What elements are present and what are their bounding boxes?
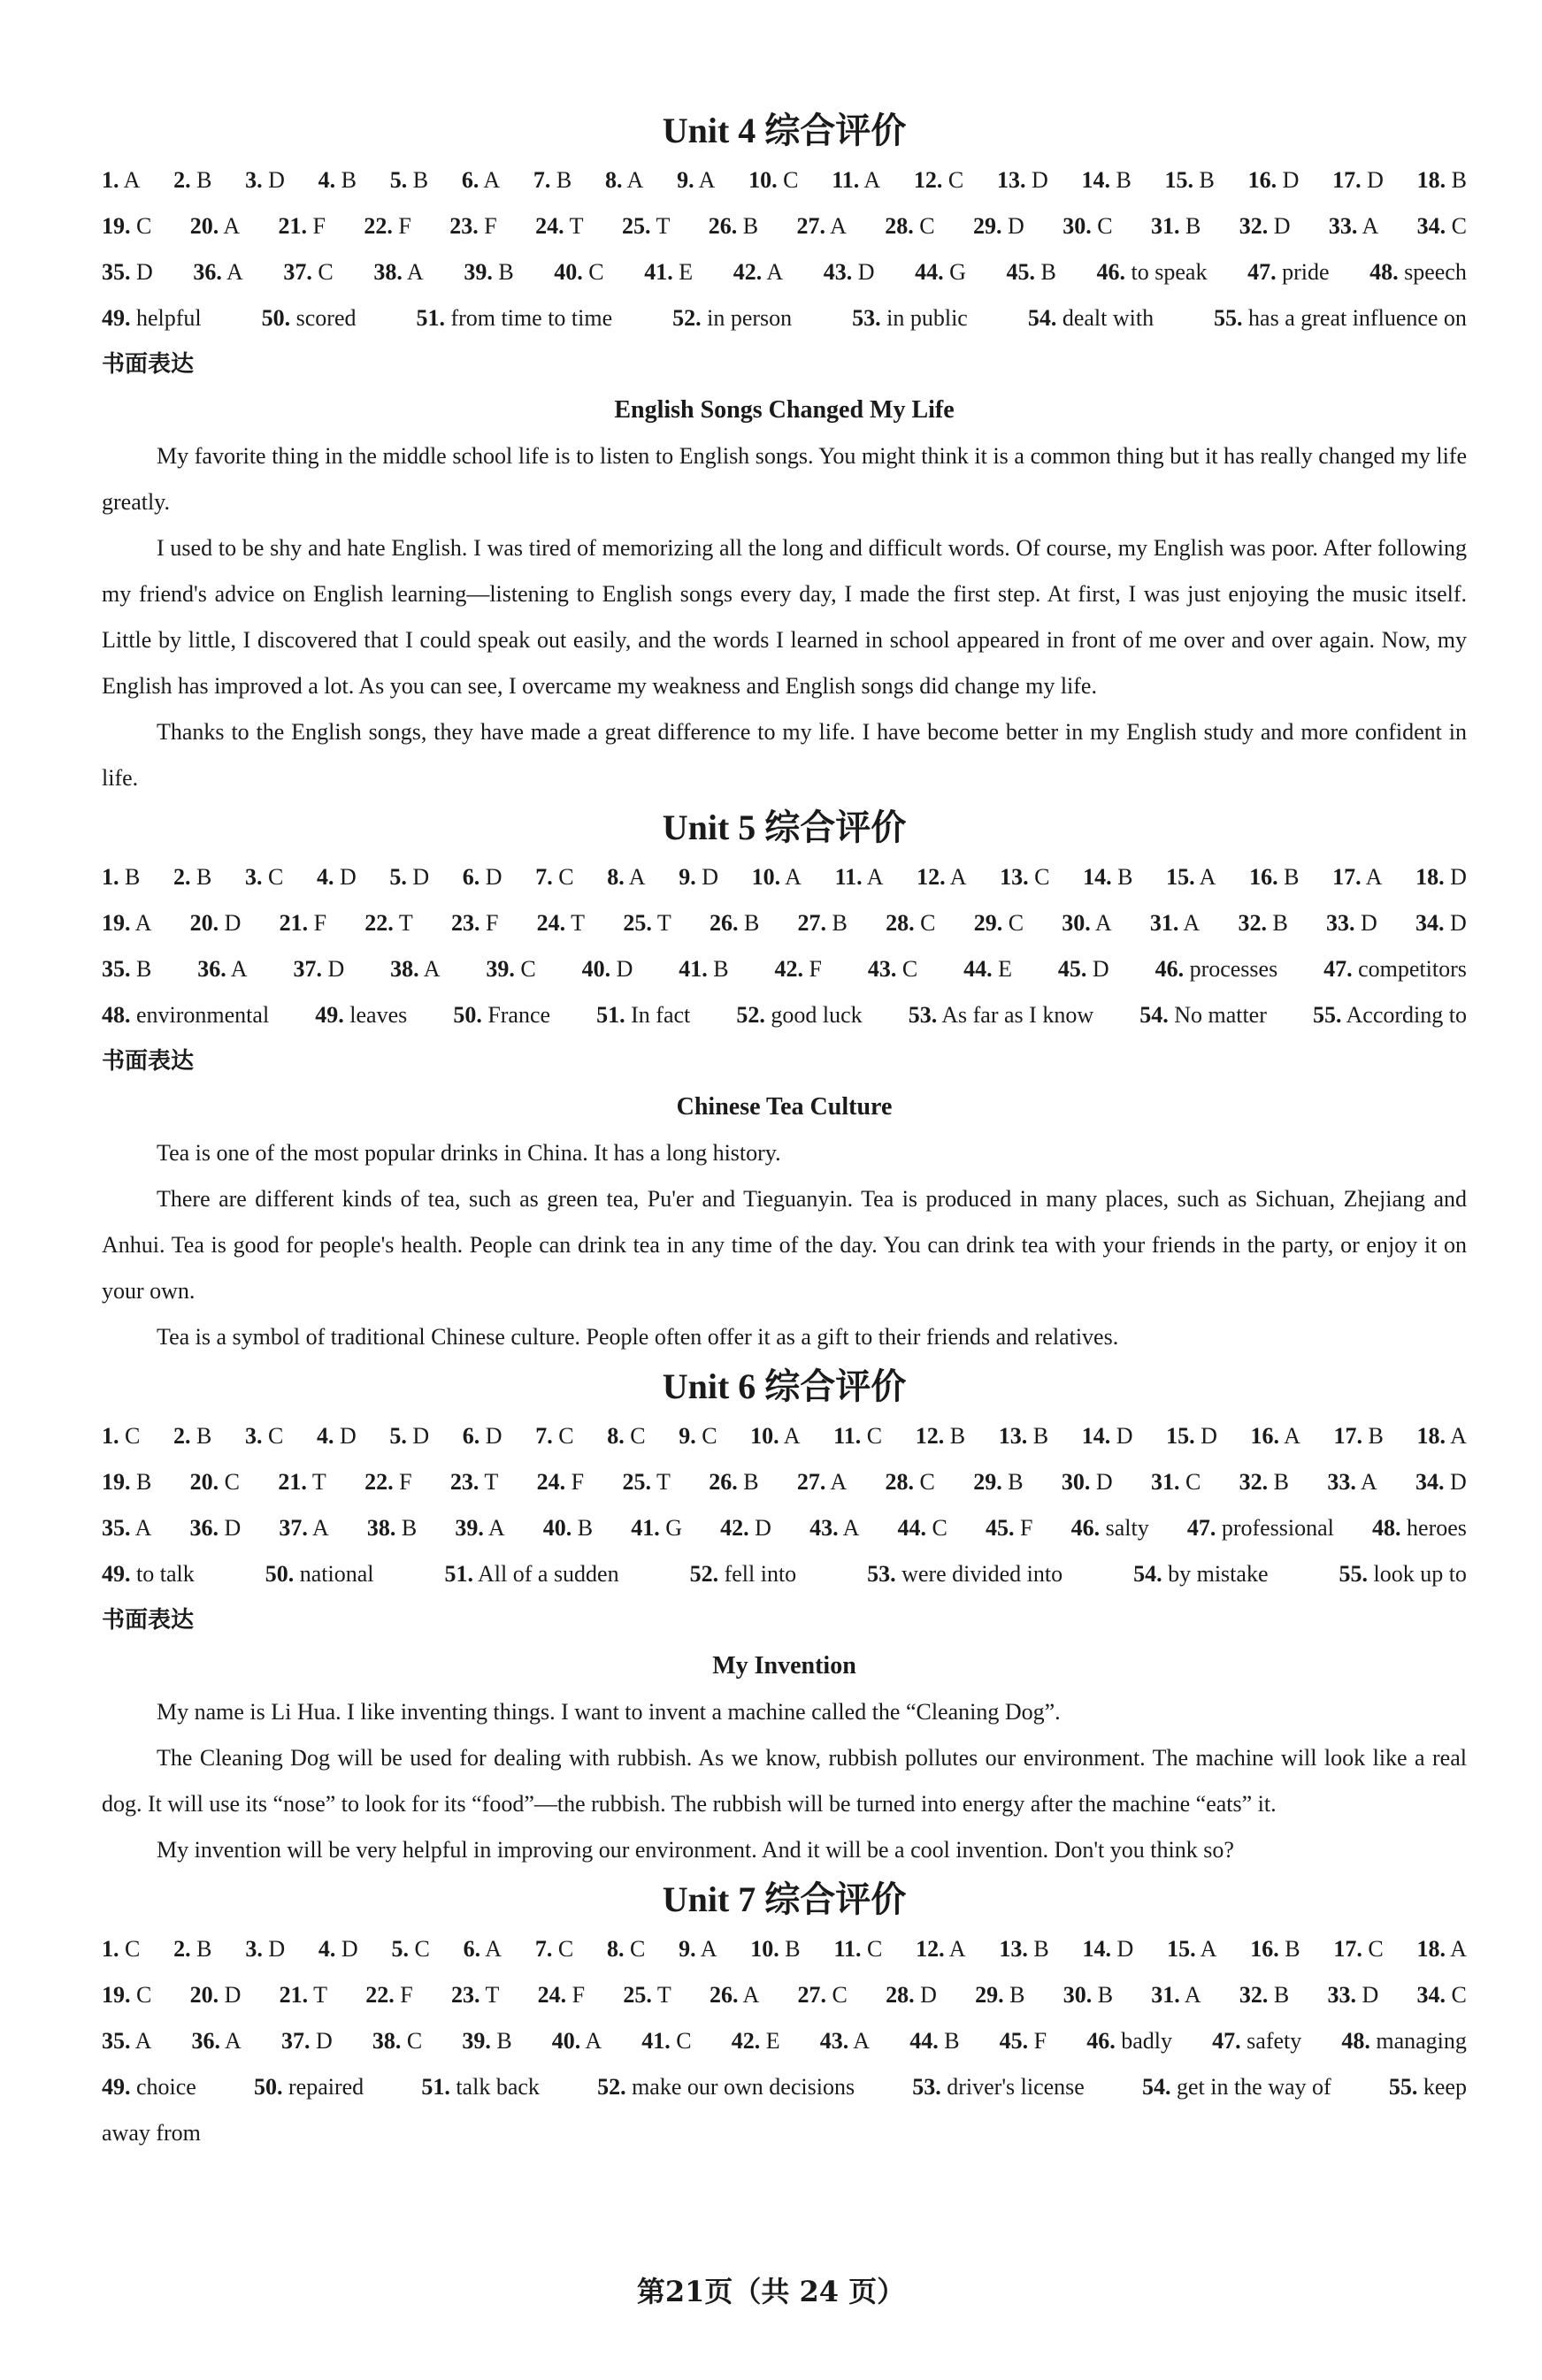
answer-item: 16. B — [1250, 1936, 1300, 1962]
answer-item: 30. D — [1061, 1469, 1113, 1495]
answer-item: 43. A — [819, 2028, 871, 2054]
answer-item: 51. talk back — [421, 2074, 540, 2100]
answer-item: 19. C — [102, 213, 152, 239]
answer-item: 11. C — [833, 1423, 883, 1449]
answer-list — [102, 1413, 1467, 1597]
answer-item: 20. A — [189, 213, 241, 239]
answer-item: 36. A — [191, 2028, 242, 2054]
answer-item: 23. T — [450, 1982, 500, 2008]
answer-item: 24. T — [535, 213, 584, 239]
answer-item: 21. F — [278, 213, 326, 239]
answer-item: 10. B — [750, 1936, 801, 1962]
answer-item: 11. C — [833, 1936, 883, 1962]
answer-item: 41. C — [641, 2028, 692, 2054]
answer-item: 31. A — [1149, 910, 1201, 936]
section-label: 书面表达 — [102, 1048, 195, 1075]
answer-item: 8. A — [604, 167, 644, 193]
answer-item: 9. C — [679, 1423, 717, 1449]
answer-item: 38. C — [372, 2028, 423, 2054]
answer-item: 18. A — [1416, 1423, 1467, 1449]
answer-item: 22. T — [364, 910, 413, 936]
answer-item: 15. D — [1166, 1423, 1217, 1449]
answer-item: 34. C — [1416, 1982, 1467, 2008]
answer-item: 27. A — [796, 1469, 848, 1495]
answer-item: 12. A — [917, 864, 967, 890]
answer-item: 32. D — [1239, 213, 1291, 239]
answer-item: 47. safety — [1212, 2028, 1302, 2054]
answer-item: 13. B — [999, 1936, 1049, 1962]
answer-item: 15. A — [1167, 1936, 1217, 1962]
answer-line — [102, 157, 1467, 203]
answer-item: 43. C — [867, 956, 918, 982]
answer-item: 1. B — [102, 864, 141, 890]
answer-item: 6. A — [461, 167, 501, 193]
answer-item: 16. D — [1247, 167, 1300, 193]
section-label: 书面表达 — [102, 351, 195, 378]
answer-item: 35. A — [102, 1515, 152, 1541]
answer-item: 3. C — [244, 1423, 284, 1449]
answer-item: 10. A — [750, 1423, 801, 1449]
essay-paragraph: My favorite thing in the middle school life is to listen to English songs. You might think it is a common thing but it has really changed my life greatly. — [102, 443, 1467, 515]
answer-item: 40. D — [581, 956, 633, 982]
page-number: 第21页（共 24 页） — [636, 2275, 906, 2308]
answer-item: 42. D — [720, 1515, 771, 1541]
answer-item: 54. No matter — [1139, 1002, 1267, 1028]
answer-list — [102, 1926, 1467, 2156]
answer-item: 36. A — [193, 259, 243, 285]
answer-item: 27. B — [797, 910, 848, 936]
answer-item: 6. D — [462, 1423, 502, 1449]
answer-item: 36. A — [197, 956, 248, 982]
answer-item: 30. A — [1062, 910, 1112, 936]
answer-item: 37. D — [293, 956, 345, 982]
answer-item: 21. F — [279, 910, 327, 936]
answer-item: 24. F — [537, 1982, 586, 2008]
answer-item: 37. A — [279, 1515, 329, 1541]
answer-item: 19. C — [102, 1982, 152, 2008]
answer-item: 7. C — [535, 1423, 574, 1449]
answer-item: 53. were divided into — [867, 1561, 1063, 1587]
answer-item: 40. C — [554, 259, 604, 285]
answer-item: 5. D — [389, 864, 430, 890]
answer-list — [102, 157, 1467, 341]
answer-item: 20. D — [189, 910, 242, 936]
answer-item: 35. B — [102, 956, 152, 982]
answer-item: 38. A — [373, 259, 424, 285]
answer-item: 48. managing — [1341, 2028, 1467, 2054]
essay-paragraph: I used to be shy and hate English. I was tired of memorizing all the long and difficult words. Of course, my English was poor. After following my friend's advice on English learning—listening to English songs every day, I made the first step. At first, I was just enjoying the music itself. Little by little, I discovered that I could speak out easily, and the words I learned in school appeared in front of me over and over again. Now, my English has improved a lot. As you can see, I overcame my weakness and English songs did change my life. — [102, 535, 1467, 699]
answer-item: 29. B — [975, 1982, 1025, 2008]
answer-item: 17. B — [1333, 1423, 1384, 1449]
answer-item: 49. leaves — [315, 1002, 408, 1028]
answer-item: 14. D — [1082, 1936, 1134, 1962]
answer-item: 46. processes — [1155, 956, 1278, 982]
answer-item: 39. A — [455, 1515, 505, 1541]
answer-item: 30. B — [1063, 1982, 1114, 2008]
answer-line — [102, 900, 1467, 946]
answer-item: 3. D — [245, 167, 285, 193]
answer-item: 54. by mistake — [1133, 1561, 1269, 1587]
answer-item: 18. D — [1415, 864, 1467, 890]
answer-item: 7. C — [535, 864, 574, 890]
answer-item: 33. A — [1327, 1469, 1377, 1495]
answer-item: 39. C — [486, 956, 536, 982]
unit-title: Unit 5 综合评价 — [662, 807, 907, 847]
essay-paragraph: My name is Li Hua. I like inventing things. I want to invent a machine called the “Cleaning Dog”. — [157, 1699, 1061, 1725]
answer-item: 49. to talk — [102, 1561, 195, 1587]
answer-item: 48. environmental — [102, 1002, 270, 1028]
answer-item: 33. A — [1328, 213, 1379, 239]
answer-item: 44. B — [909, 2028, 960, 2054]
answer-item: 28. D — [886, 1982, 937, 2008]
answer-item: 55. look up to — [1339, 1561, 1467, 1587]
answer-item: 14. D — [1081, 1423, 1133, 1449]
answer-item: 29. D — [973, 213, 1024, 239]
answer-item: 42. F — [774, 956, 822, 982]
answer-item: 33. D — [1327, 1982, 1379, 2008]
answer-line — [102, 854, 1467, 900]
answer-item: 26. B — [709, 910, 760, 936]
essay-paragraph: Tea is a symbol of traditional Chinese culture. People often offer it as a gift to their friends and relatives. — [157, 1324, 1119, 1350]
answer-line — [102, 992, 1467, 1038]
answer-item: 28. C — [885, 213, 935, 239]
unit-title: Unit 7 综合评价 — [662, 1879, 907, 1919]
answer-item: 40. A — [551, 2028, 602, 2054]
answer-item: 46. badly — [1086, 2028, 1173, 2054]
answer-line — [102, 1459, 1467, 1505]
answer-item: 26. B — [709, 1469, 759, 1495]
answer-item: away from — [102, 2120, 201, 2146]
essay-paragraph: My invention will be very helpful in improving our environment. And it will be a cool invention. Don't you think so? — [157, 1837, 1234, 1863]
answer-item: 2. B — [173, 1423, 212, 1449]
answer-item: 16. A — [1250, 1423, 1300, 1449]
answer-item: 14. B — [1083, 864, 1133, 890]
answer-item: 1. A — [102, 167, 141, 193]
answer-item: 21. T — [278, 1469, 326, 1495]
answer-item: 41. G — [631, 1515, 683, 1541]
answer-item: 4. B — [318, 167, 357, 193]
unit-5-section — [102, 801, 1467, 1360]
answer-item: 50. repaired — [254, 2074, 364, 2100]
essay-title: English Songs Changed My Life — [614, 396, 955, 424]
answer-item: 22. F — [364, 213, 411, 239]
answer-item: 8. C — [606, 1936, 646, 1962]
answer-item: 38. A — [390, 956, 441, 982]
answer-item: 29. B — [973, 1469, 1024, 1495]
answer-item: 42. E — [731, 2028, 780, 2054]
essay-body — [102, 433, 1467, 801]
answer-item: 1. C — [102, 1423, 141, 1449]
answer-item: 3. C — [244, 864, 284, 890]
answer-item: 7. B — [533, 167, 572, 193]
answer-item: 26. B — [708, 213, 759, 239]
essay-paragraph: Thanks to the English songs, they have made a great difference to my life. I have become better in my English study and more confident in life. — [102, 719, 1467, 791]
answer-item: 5. D — [389, 1423, 430, 1449]
answer-item: 23. F — [449, 213, 497, 239]
answer-line — [102, 1926, 1467, 1972]
unit-title: Unit 4 综合评价 — [662, 111, 907, 150]
answer-item: 49. choice — [102, 2074, 196, 2100]
answer-item: 10. A — [751, 864, 802, 890]
answer-item: 12. A — [916, 1936, 966, 1962]
answer-item: 25. T — [623, 910, 671, 936]
answer-item: 44. C — [897, 1515, 947, 1541]
answer-line — [102, 1972, 1467, 2018]
unit-4-section — [102, 104, 1467, 801]
answer-item: 52. fell into — [689, 1561, 797, 1587]
essay-paragraph: Tea is one of the most popular drinks in China. It has a long history. — [157, 1140, 781, 1166]
answer-item: 48. speech — [1369, 259, 1467, 285]
answer-item: 39. B — [464, 259, 514, 285]
answer-item: 39. B — [462, 2028, 512, 2054]
answer-item: 35. A — [102, 2028, 152, 2054]
answer-item: 37. D — [280, 2028, 333, 2054]
answer-item: 55. has a great influence on — [1214, 305, 1467, 331]
answer-item: 18. B — [1416, 167, 1467, 193]
answer-item: 41. B — [679, 956, 729, 982]
answer-item: 34. D — [1415, 1469, 1467, 1495]
answer-item: 53. As far as I know — [908, 1002, 1094, 1028]
unit-6-section — [102, 1360, 1467, 1873]
unit-7-section — [102, 1873, 1467, 2156]
answer-item: 21. T — [279, 1982, 328, 2008]
answer-item: 4. D — [318, 1936, 358, 1962]
answer-item: 27. A — [796, 213, 847, 239]
answer-item: 12. C — [913, 167, 964, 193]
answer-item: 52. good luck — [736, 1002, 863, 1028]
answer-item: 32. B — [1239, 1982, 1290, 2008]
answer-item: 7. C — [534, 1936, 574, 1962]
answer-item: 26. A — [709, 1982, 760, 2008]
answer-list — [102, 854, 1467, 1038]
answer-item: 20. C — [189, 1469, 241, 1495]
answer-item: 29. C — [973, 910, 1024, 936]
answer-item: 43. A — [809, 1515, 860, 1541]
essay-title: My Invention — [712, 1652, 856, 1680]
answer-item: 47. competitors — [1323, 956, 1467, 982]
essay-paragraph: The Cleaning Dog will be used for dealing with rubbish. As we know, rubbish pollutes our environment. The machine will look like a real dog. It will use its “nose” to look for its “food”—the rubbish. The rubbish will be turned into energy after the machine “eats” it. — [102, 1745, 1467, 1817]
answer-item: 54. dealt with — [1027, 305, 1155, 331]
answer-item: 13. D — [996, 167, 1048, 193]
answer-item: 11. A — [832, 167, 881, 193]
answer-item: 17. C — [1333, 1936, 1384, 1962]
answer-item: 34. D — [1415, 910, 1467, 936]
answer-item: 49. helpful — [102, 305, 202, 331]
answer-item: 4. D — [316, 1423, 357, 1449]
answer-item: 34. C — [1416, 213, 1467, 239]
answer-item: 32. B — [1239, 1469, 1289, 1495]
answer-item: 1. C — [102, 1936, 141, 1962]
answer-item: 50. scored — [261, 305, 357, 331]
answer-item: 44. E — [963, 956, 1012, 982]
answer-item: 8. C — [607, 1423, 646, 1449]
essay-body — [102, 1689, 1467, 1873]
answer-item: 17. D — [1332, 167, 1384, 193]
answer-item: 45. D — [1057, 956, 1109, 982]
answer-item: 16. B — [1249, 864, 1300, 890]
answer-item: 53. driver's license — [912, 2074, 1085, 2100]
answer-item: 38. B — [366, 1515, 418, 1541]
answer-item: 43. D — [823, 259, 875, 285]
answer-item: 47. professional — [1186, 1515, 1334, 1541]
answer-item: 22. F — [365, 1982, 413, 2008]
answer-item: 24. F — [536, 1469, 585, 1495]
answer-item: 23. T — [449, 1469, 499, 1495]
answer-item: 48. heroes — [1372, 1515, 1467, 1541]
answer-item: 33. D — [1326, 910, 1377, 936]
answer-item: 13. C — [1000, 864, 1050, 890]
answer-item: 32. B — [1238, 910, 1288, 936]
unit-title: Unit 6 综合评价 — [662, 1366, 907, 1406]
answer-item: 31. B — [1150, 213, 1201, 239]
section-label: 书面表达 — [102, 1607, 195, 1634]
answer-line — [102, 203, 1467, 249]
answer-item: 31. C — [1150, 1469, 1201, 1495]
answer-item: 52. make our own decisions — [597, 2074, 855, 2100]
answer-item: 25. T — [623, 1982, 671, 2008]
answer-line — [102, 2110, 1467, 2156]
answer-item: 42. A — [733, 259, 784, 285]
answer-item: 13. B — [998, 1423, 1049, 1449]
answer-item: 45. F — [999, 2028, 1047, 2054]
answer-item: 15. B — [1164, 167, 1215, 193]
answer-item: 50. France — [453, 1002, 551, 1028]
answer-item: 2. B — [173, 1936, 212, 1962]
answer-item: 27. C — [797, 1982, 848, 2008]
answer-item: 53. in public — [852, 305, 968, 331]
answer-item: 12. B — [915, 1423, 966, 1449]
answer-line — [102, 1551, 1467, 1597]
answer-item: 5. C — [391, 1936, 430, 1962]
answer-item: 40. B — [542, 1515, 594, 1541]
answer-item: 37. C — [283, 259, 334, 285]
answer-item: 10. C — [748, 167, 799, 193]
essay-paragraph: There are different kinds of tea, such as green tea, Pu'er and Tieguanyin. Tea is produced in many places, such as Sichuan, Zhejiang and Anhui. Tea is good for people's health. People can drink tea in any time of the day. You can drink tea with your friends in the party, or enjoy it on your own. — [102, 1186, 1467, 1304]
answer-item: 51. All of a sudden — [444, 1561, 619, 1587]
answer-item: 52. in person — [672, 305, 793, 331]
answer-item: 2. B — [173, 167, 212, 193]
answer-item: 45. B — [1006, 259, 1056, 285]
answer-item: 25. T — [622, 1469, 671, 1495]
answer-item: 6. A — [463, 1936, 502, 1962]
answer-item: 46. to speak — [1096, 259, 1208, 285]
answer-item: 9. A — [679, 1936, 717, 1962]
answer-line — [102, 1413, 1467, 1459]
answer-item: 28. C — [886, 910, 936, 936]
answer-item: 46. salty — [1070, 1515, 1149, 1541]
answer-item: 22. F — [364, 1469, 412, 1495]
answer-item: 30. C — [1063, 213, 1113, 239]
answer-line — [102, 295, 1467, 341]
answer-item: 55. According to — [1312, 1002, 1467, 1028]
answer-line — [102, 946, 1467, 992]
answer-item: 2. B — [173, 864, 212, 890]
answer-item: 35. D — [102, 259, 153, 285]
answer-item: 36. D — [189, 1515, 242, 1541]
answer-item: 51. In fact — [596, 1002, 691, 1028]
essay-body — [102, 1130, 1467, 1360]
answer-item: 45. F — [986, 1515, 1033, 1541]
answer-item: 19. B — [102, 1469, 152, 1495]
answer-item: 24. T — [536, 910, 586, 936]
answer-item: 4. D — [316, 864, 357, 890]
answer-item: 20. D — [189, 1982, 242, 2008]
answer-item: 51. from time to time — [416, 305, 613, 331]
answer-item: 44. G — [915, 259, 966, 285]
answer-item: 11. A — [834, 864, 884, 890]
answer-item: 17. A — [1332, 864, 1383, 890]
answer-item: 31. A — [1151, 1982, 1201, 2008]
answer-item: 23. F — [450, 910, 499, 936]
answer-item: 8. A — [607, 864, 646, 890]
answer-item: 9. A — [677, 167, 716, 193]
answer-item: 28. C — [885, 1469, 935, 1495]
answer-item: 18. A — [1416, 1936, 1467, 1962]
answer-item: 25. T — [621, 213, 671, 239]
answer-item: 3. D — [245, 1936, 286, 1962]
answer-item: 19. A — [102, 910, 152, 936]
answer-item: 54. get in the way of — [1141, 2074, 1331, 2100]
answer-item: 9. D — [679, 864, 718, 890]
answer-item: 6. D — [462, 864, 502, 890]
answer-item: 41. E — [644, 259, 694, 285]
answer-item: 15. A — [1166, 864, 1216, 890]
answer-line — [102, 2064, 1467, 2110]
answer-item: 5. B — [389, 167, 429, 193]
answer-line — [102, 249, 1467, 295]
answer-item: 47. pride — [1247, 259, 1330, 285]
answer-line — [102, 1505, 1467, 1551]
essay-title: Chinese Tea Culture — [676, 1093, 893, 1121]
answer-item: 55. keep — [1388, 2074, 1467, 2100]
answer-item: 50. national — [265, 1561, 374, 1587]
answer-line — [102, 2018, 1467, 2064]
answer-item: 14. B — [1081, 167, 1132, 193]
